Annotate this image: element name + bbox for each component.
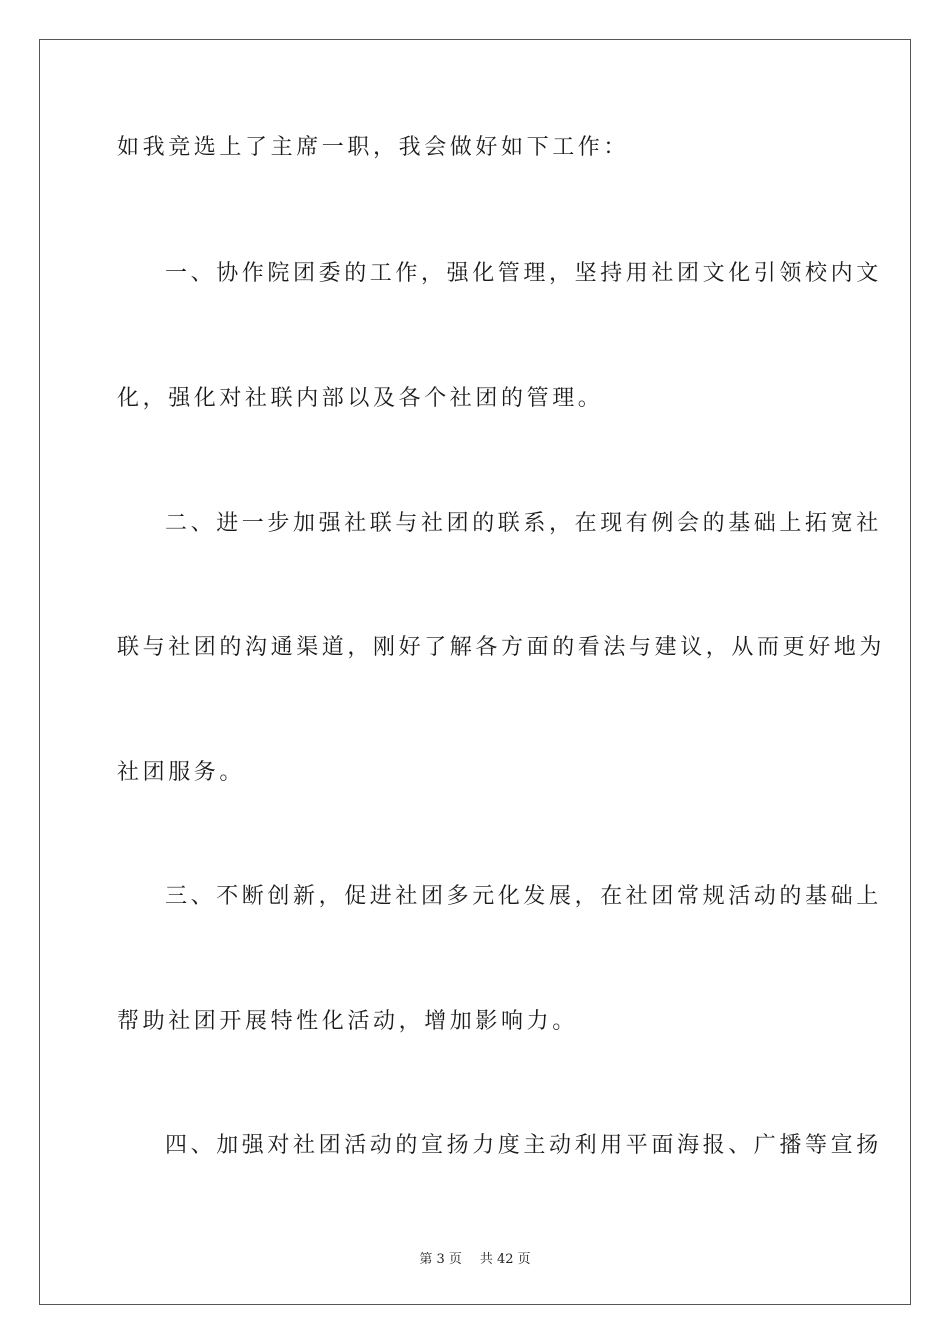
text-line-8: 帮助社团开展特性化活动，增加影响力。 [117, 1009, 578, 1034]
page-footer [0, 1248, 950, 1267]
text-line-6: 社团服务。 [117, 760, 246, 785]
text-line-7: 三、不断创新，促进社团多元化发展，在社团常规活动的基础上 [165, 884, 882, 909]
text-line-5: 联与社团的沟通渠道，刚好了解各方面的看法与建议，从而更好地为 [117, 635, 886, 660]
text-line-3: 化，强化对社联内部以及各个社团的管理。 [117, 386, 604, 411]
text-line-1: 如我竞选上了主席一职，我会做好如下工作： [117, 135, 630, 160]
total-pages: 共 42 页 [479, 1252, 531, 1267]
page-number: 第 3 页 [419, 1252, 462, 1267]
text-line-2: 一、协作院团委的工作，强化管理，坚持用社团文化引领校内文 [165, 261, 882, 286]
text-line-9: 四、加强对社团活动的宣扬力度主动利用平面海报、广播等宣扬 [165, 1133, 882, 1158]
page-border [39, 39, 911, 1305]
text-line-4: 二、进一步加强社联与社团的联系，在现有例会的基础上拓宽社 [165, 511, 882, 536]
